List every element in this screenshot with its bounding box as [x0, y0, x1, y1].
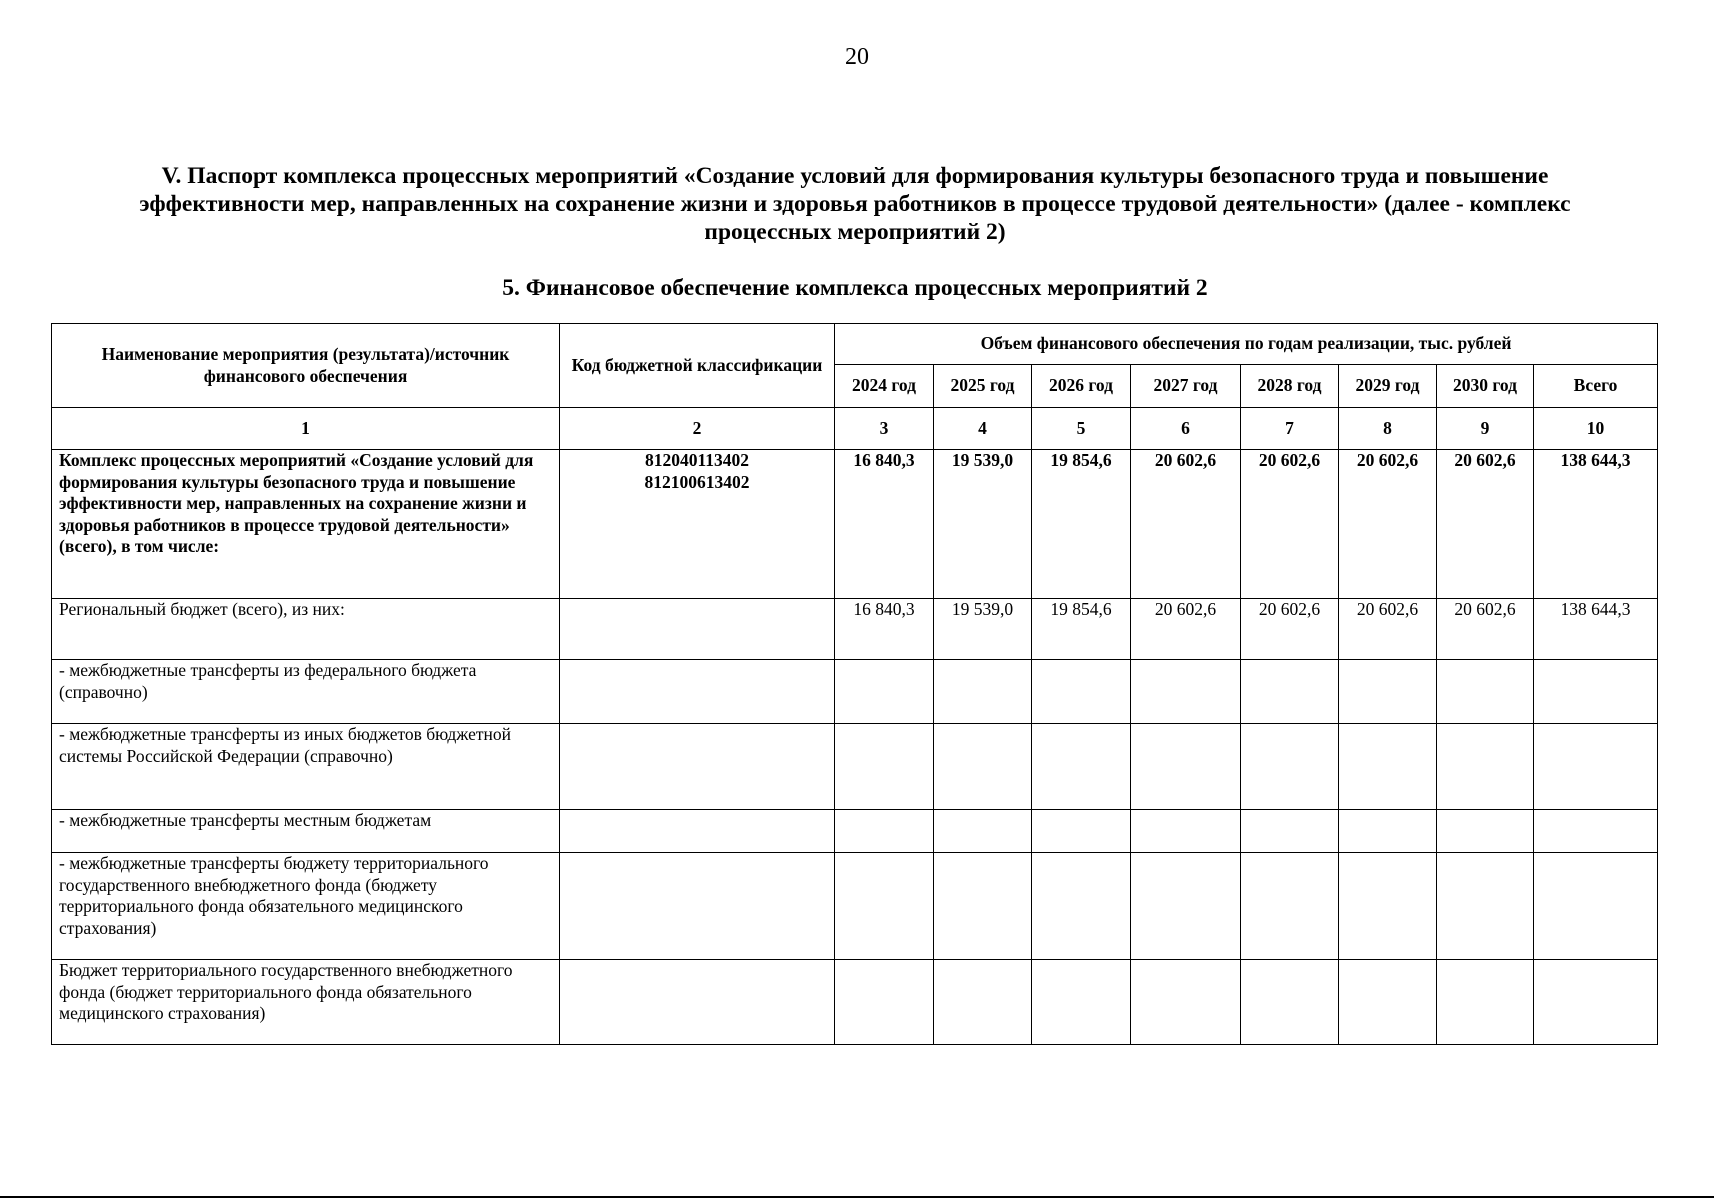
value-cell	[1437, 960, 1534, 1045]
value-cell	[934, 660, 1032, 724]
header-row-top	[52, 324, 1658, 365]
value-cell	[1437, 853, 1534, 960]
value-cell	[1437, 660, 1534, 724]
row-name: - межбюджетные трансферты местным бюджетам	[52, 810, 560, 853]
header-year: 2027 год	[1131, 365, 1241, 408]
value-cell	[835, 724, 934, 810]
value-cell	[1131, 853, 1241, 960]
value-cell: 20 602,6	[1437, 450, 1534, 599]
row-name: Бюджет территориального государственного внебюджетного фонда (бюджет территориального фонда обязательного медицинского страхования)	[52, 960, 560, 1045]
value-cell	[1131, 660, 1241, 724]
table-row-other-transfers	[52, 724, 1658, 810]
value-cell	[835, 960, 934, 1045]
row-codes	[560, 810, 835, 853]
value-cell	[1032, 724, 1131, 810]
column-number: 4	[934, 408, 1032, 450]
value-cell	[934, 810, 1032, 853]
value-cell: 19 539,0	[934, 599, 1032, 660]
value-cell	[1032, 960, 1131, 1045]
value-cell	[1339, 660, 1437, 724]
row-name: - межбюджетные трансферты из федерального бюджета (справочно)	[52, 660, 560, 724]
subsection-title: 5. Финансовое обеспечение комплекса процессных мероприятий 2	[502, 275, 1208, 301]
value-cell	[1032, 660, 1131, 724]
value-cell	[1241, 660, 1339, 724]
value-cell	[1339, 960, 1437, 1045]
total-cell	[1534, 960, 1658, 1045]
value-cell	[1241, 810, 1339, 853]
row-codes	[560, 599, 835, 660]
table-row-territorial-transfers	[52, 853, 1658, 960]
financing-table	[51, 323, 1658, 1045]
table-row-territorial-fund	[52, 960, 1658, 1045]
column-number-row	[52, 408, 1658, 450]
header-year: 2028 год	[1241, 365, 1339, 408]
column-number: 2	[560, 408, 835, 450]
value-cell: 20 602,6	[1241, 599, 1339, 660]
value-cell: 16 840,3	[835, 450, 934, 599]
total-cell	[1534, 724, 1658, 810]
row-codes	[560, 660, 835, 724]
value-cell	[1339, 853, 1437, 960]
value-cell	[934, 960, 1032, 1045]
total-cell	[1534, 810, 1658, 853]
column-number: 10	[1534, 408, 1658, 450]
value-cell: 16 840,3	[835, 599, 934, 660]
total-cell: 138 644,3	[1534, 599, 1658, 660]
value-cell	[934, 853, 1032, 960]
header-name: Наименование мероприятия (результата)/источник финансового обеспечения	[52, 324, 560, 408]
total-cell: 138 644,3	[1534, 450, 1658, 599]
header-volume: Объем финансового обеспечения по годам реализации, тыс. рублей	[835, 324, 1658, 365]
value-cell	[1131, 810, 1241, 853]
value-cell	[1241, 724, 1339, 810]
row-codes	[560, 724, 835, 810]
value-cell: 20 602,6	[1339, 599, 1437, 660]
budget-code: 812040113402	[644, 450, 750, 470]
page-number: 20	[845, 44, 869, 70]
header-year: 2026 год	[1032, 365, 1131, 408]
value-cell	[1339, 724, 1437, 810]
value-cell	[1437, 724, 1534, 810]
header-year: 2030 год	[1437, 365, 1534, 408]
value-cell: 19 854,6	[1032, 599, 1131, 660]
value-cell	[1241, 853, 1339, 960]
row-codes	[560, 853, 835, 960]
row-name: - межбюджетные трансферты из иных бюджетов бюджетной системы Российской Федерации (справочно)	[52, 724, 560, 810]
header-total: Всего	[1534, 365, 1658, 408]
value-cell: 19 539,0	[934, 450, 1032, 599]
value-cell	[934, 724, 1032, 810]
value-cell	[835, 853, 934, 960]
value-cell	[835, 810, 934, 853]
value-cell	[1032, 810, 1131, 853]
column-number: 5	[1032, 408, 1131, 450]
value-cell	[1131, 724, 1241, 810]
value-cell: 20 602,6	[1131, 450, 1241, 599]
table-row-complex	[52, 450, 1658, 599]
value-cell: 20 602,6	[1437, 599, 1534, 660]
header-code: Код бюджетной классификации	[560, 324, 835, 408]
column-number: 7	[1241, 408, 1339, 450]
value-cell	[835, 660, 934, 724]
budget-code: 812100613402	[644, 471, 750, 492]
header-year: 2029 год	[1339, 365, 1437, 408]
section-title: V. Паспорт комплекса процессных мероприятий «Создание условий для формирования культуры безопасного труда и повышение эффективности мер, направленных на сохранение жизни и здоровья работников в процессе трудовой деятельности» (далее - комплекс процессных мероприятий 2)	[139, 163, 1571, 245]
total-cell	[1534, 853, 1658, 960]
value-cell: 20 602,6	[1339, 450, 1437, 599]
column-number: 3	[835, 408, 934, 450]
value-cell	[1339, 810, 1437, 853]
table-row-regional	[52, 599, 1658, 660]
row-name: - межбюджетные трансферты бюджету территориального государственного внебюджетного фонда (бюджету территориального фонда обязательного медицинского страхования)	[52, 853, 560, 960]
row-codes	[560, 960, 835, 1045]
value-cell	[1437, 810, 1534, 853]
value-cell	[1131, 960, 1241, 1045]
page-bottom-edge	[0, 1196, 1714, 1198]
row-codes	[560, 450, 835, 599]
table-row-local-transfers	[52, 810, 1658, 853]
header-year: 2024 год	[835, 365, 934, 408]
column-number: 6	[1131, 408, 1241, 450]
column-number: 1	[52, 408, 560, 450]
value-cell	[1241, 960, 1339, 1045]
total-cell	[1534, 660, 1658, 724]
header-year: 2025 год	[934, 365, 1032, 408]
value-cell: 20 602,6	[1241, 450, 1339, 599]
column-number: 9	[1437, 408, 1534, 450]
row-name: Комплекс процессных мероприятий «Создание условий для формирования культуры безопасного труда и повышение эффективности мер, направленных на сохранение жизни и здоровья работников в процессе трудовой деятельности» (всего), в том числе:	[52, 450, 560, 599]
value-cell: 20 602,6	[1131, 599, 1241, 660]
value-cell	[1032, 853, 1131, 960]
column-number: 8	[1339, 408, 1437, 450]
value-cell: 19 854,6	[1032, 450, 1131, 599]
row-name: Региональный бюджет (всего), из них:	[52, 599, 560, 660]
table-row-federal-transfers	[52, 660, 1658, 724]
